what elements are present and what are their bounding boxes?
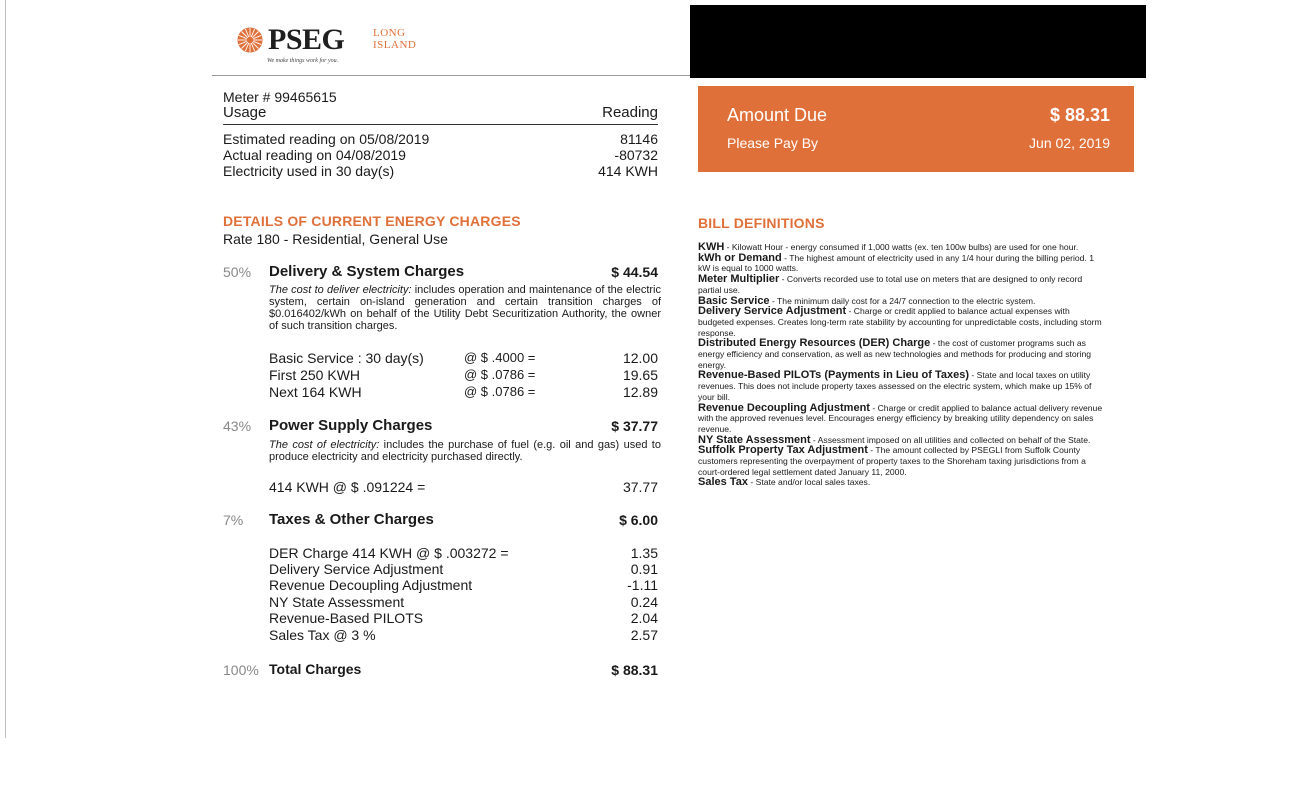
delivery-line-row: [269, 350, 658, 366]
line-label: Revenue Decoupling Adjustment: [269, 577, 473, 593]
delivery-line-row: [269, 384, 658, 400]
power-supply-total: $ 37.77: [611, 418, 658, 434]
bill-definitions-list: [698, 242, 1106, 488]
definition-item: [698, 306, 1106, 338]
tax-line-row: [269, 561, 658, 577]
usage-row-value: -80732: [614, 147, 658, 163]
usage-row-value: 414 KWH: [598, 163, 658, 179]
definition-term: Distributed Energy Resources (DER) Charge: [698, 337, 931, 350]
line-label: Next 164 KWH: [269, 384, 362, 400]
tax-line-row: [269, 627, 658, 643]
definition-text: - Kilowatt Hour - energy consumed if 1,000 watts (ex. ten 100w bulbs) are used for one hour.: [724, 242, 1079, 252]
delivery-percent: 50%: [223, 264, 252, 280]
definition-text: - The amount collected by PSEGLI from Suffolk County customers representing the overpayment of property taxes to the Shoreham taxing jurisdictions from a court-ordered legal settlement dated January 11, 2000.: [698, 445, 1086, 477]
meter-number: Meter # 99465615: [223, 89, 337, 105]
line-amount: 37.77: [622, 479, 658, 495]
line-label: Revenue-Based PILOTS: [269, 610, 424, 626]
logo-sub-line1: LONG: [373, 27, 406, 39]
definition-term: Meter Multiplier: [698, 273, 780, 286]
line-label: Basic Service : 30 day(s): [269, 350, 424, 366]
taxes-percent: 7%: [223, 512, 244, 528]
line-amount: 2.57: [630, 627, 658, 643]
usage-table-header: [223, 104, 658, 125]
line-amount: -1.11: [627, 577, 658, 593]
definition-text: - Charge or credit applied to balance actual expenses with budgeted expenses. Creates long-term rate stability by accounting for unpredictable costs, including storm response.: [698, 306, 1102, 338]
usage-row-label: Actual reading on 04/08/2019: [223, 147, 406, 163]
delivery-description-lead: The cost to deliver electricity:: [269, 284, 412, 296]
power-description-body: includes the purchase of fuel (e.g. oil and gas) used to produce electricity and electricity purchased directly.: [269, 439, 661, 463]
amount-due-label: Amount Due: [727, 105, 828, 125]
definition-item: [698, 477, 1106, 488]
line-amount: 12.89: [622, 384, 658, 400]
bill-definitions-title: BILL DEFINITIONS: [698, 215, 825, 231]
definition-text: - Converts recorded use to total use on meters that are designed to only record partial use.: [698, 274, 1083, 295]
power-supply-title: Power Supply Charges: [269, 417, 433, 434]
pay-by-date: Jun 02, 2019: [1029, 135, 1110, 151]
details-section-title: DETAILS OF CURRENT ENERGY CHARGES: [223, 213, 521, 229]
definition-item: [698, 403, 1106, 435]
line-rate: @ $ .0786 =: [464, 367, 536, 382]
line-label: NY State Assessment: [269, 594, 405, 610]
definition-term: Basic Service: [698, 294, 770, 307]
line-rate: @ $ .0786 =: [464, 384, 536, 399]
definition-term: kWh or Demand: [698, 251, 782, 264]
usage-row-value: 81146: [620, 131, 658, 147]
definition-term: NY State Assessment: [698, 433, 811, 446]
line-label: 414 KWH @ $ .091224 =: [269, 479, 426, 495]
delivery-description: [269, 284, 661, 332]
power-percent: 43%: [223, 418, 252, 434]
logo-brand-text: PSEG: [268, 23, 345, 56]
tax-line-row: [269, 594, 658, 610]
definition-term: Delivery Service Adjustment: [698, 305, 847, 318]
line-rate: @ $ .4000 =: [464, 350, 536, 365]
line-label: Sales Tax @ 3 %: [269, 627, 376, 643]
definition-text: - The highest amount of electricity used in any 1/4 hour during the billing period. 1 kW is equal to 1000 watts.: [698, 252, 1095, 274]
sun-logo-icon: [237, 27, 263, 53]
pay-by-label: Please Pay By: [727, 135, 819, 151]
delivery-charges-title: Delivery & System Charges: [269, 263, 465, 280]
definition-item: [698, 370, 1106, 402]
definition-text: - State and local taxes on utility revenues. This does not include property taxes assessed on the electric system, which make up 15% of your bill.: [698, 370, 1092, 402]
delivery-line-row: [269, 367, 658, 383]
page-left-border: [5, 0, 6, 738]
line-amount: 12.00: [622, 350, 658, 366]
line-label: First 250 KWH: [269, 367, 361, 383]
power-line-row: [269, 479, 658, 495]
total-charges-value: $ 88.31: [611, 662, 658, 678]
amount-due-box: [698, 86, 1134, 172]
delivery-description-body: includes operation and maintenance of the electric system, certain on-island generation and certain transition charges of $0.016402/kWh on behalf of the Utility Debt Securitization Authority, the owner of such transition charges.: [269, 284, 661, 332]
tax-line-row: [269, 577, 658, 593]
delivery-charges-total: $ 44.54: [611, 264, 658, 280]
usage-header: Usage: [223, 104, 267, 121]
logo-sub-line2: ISLAND: [373, 39, 417, 51]
definition-text: - Assessment imposed on all utilities and collected on behalf of the State.: [810, 434, 1091, 445]
definition-text: - State and/or local sales taxes.: [747, 477, 871, 488]
definition-term: Revenue Decoupling Adjustment: [698, 401, 870, 414]
usage-row: [223, 131, 658, 147]
definition-term: KWH: [698, 241, 725, 253]
line-label: DER Charge 414 KWH @ $ .003272 =: [269, 545, 509, 561]
definition-text: - the cost of customer programs such as energy efficiency and conservation, as well as new technologies and methods for producing and storing energy.: [698, 338, 1092, 370]
reading-header: Reading: [602, 104, 658, 121]
tax-line-row: [269, 545, 658, 561]
line-amount: 19.65: [622, 367, 658, 383]
line-amount: 0.91: [630, 561, 658, 577]
amount-due-value: $ 88.31: [1049, 105, 1110, 125]
definition-item: [698, 445, 1106, 477]
total-percent: 100%: [223, 662, 259, 678]
definition-term: Suffolk Property Tax Adjustment: [698, 444, 868, 457]
usage-row: [223, 163, 658, 179]
header-divider: [212, 75, 690, 76]
power-description: [269, 439, 661, 463]
definition-term: Sales Tax: [698, 476, 748, 489]
definition-text: - Charge or credit applied to balance actual delivery revenue with the approved revenues level. Encourages energy efficiency by breaking utility dependency on sales revenue.: [698, 402, 1103, 434]
total-charges-label: Total Charges: [269, 661, 362, 677]
logo-tagline: We make things work for you.: [267, 58, 339, 64]
definition-term: Revenue-Based PILOTs (Payments in Lieu of Taxes): [698, 369, 969, 382]
rate-description: Rate 180 - Residential, General Use: [223, 231, 448, 247]
line-amount: 2.04: [630, 610, 658, 626]
line-amount: 0.24: [630, 594, 658, 610]
definition-item: [698, 338, 1106, 370]
definition-text: - The minimum daily cost for a 24/7 connection to the electric system.: [769, 295, 1036, 306]
line-label: Delivery Service Adjustment: [269, 561, 444, 577]
usage-row-label: Electricity used in 30 day(s): [223, 163, 395, 179]
taxes-title: Taxes & Other Charges: [269, 511, 434, 528]
power-description-lead: The cost of electricity:: [269, 439, 380, 451]
taxes-total: $ 6.00: [619, 512, 658, 528]
usage-row-label: Estimated reading on 05/08/2019: [223, 131, 430, 147]
tax-line-row: [269, 610, 658, 626]
pseg-logo: [237, 22, 457, 72]
definition-item: [698, 274, 1106, 295]
redacted-block: [690, 5, 1146, 78]
definition-item: [698, 253, 1106, 274]
usage-row: [223, 147, 658, 163]
line-amount: 1.35: [630, 545, 658, 561]
